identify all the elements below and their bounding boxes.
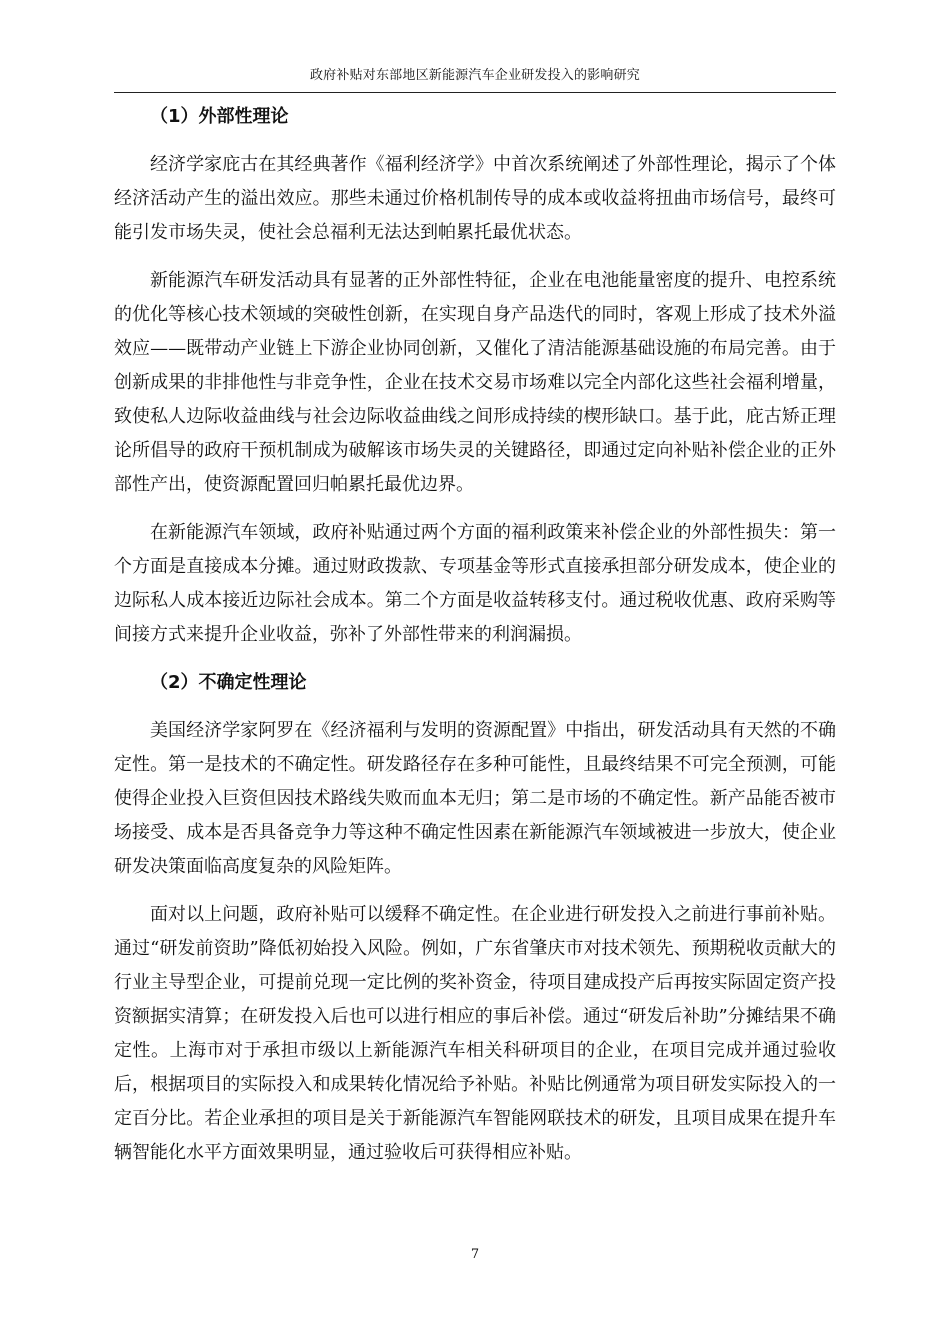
paragraph: 美国经济学家阿罗在《经济福利与发明的资源配置》中指出，研发活动具有天然的不确定性。第一是技术的不确定性。研发路径存在多种可能性，且最终结果不可完全预测，可能使得企业投入巨资但因技术路线失败而血本无归；第二是市场的不确定性。新产品能否被市场接受、成本是否具备竞争力等这种不确定性因素在新能源汽车领域被进一步放大，使企业研发决策面临高度复杂的风险矩阵。 <box>114 720 836 877</box>
section-externality <box>114 100 836 652</box>
paragraph: 面对以上问题，政府补贴可以缓释不确定性。在企业进行研发投入之前进行事前补贴。通过“研发前资助”降低初始投入风险。例如，广东省肇庆市对技术领先、预期税收贡献大的行业主导型企业，可提前兑现一定比例的奖补资金，待项目建成投产后再按实际固定资产投资额据实清算；在研发投入后也可以进行相应的事后补偿。通过“研发后补助”分摊结果不确定性。上海市对于承担市级以上新能源汽车相关科研项目的企业，在项目完成并通过验收后，根据项目的实际投入和成果转化情况给予补贴。补贴比例通常为项目研发实际投入的一定百分比。若企业承担的项目是关于新能源汽车智能网联技术的研发，且项目成果在提升车辆智能化水平方面效果明显，通过验收后可获得相应补贴。 <box>114 904 836 1163</box>
section-heading: （2）不确定性理论 <box>150 672 307 693</box>
paragraph: 新能源汽车研发活动具有显著的正外部性特征，企业在电池能量密度的提升、电控系统的优化等核心技术领域的突破性创新，在实现自身产品迭代的同时，客观上形成了技术外溢效应——既带动产业链上下游企业协同创新，又催化了清洁能源基础设施的布局完善。由于创新成果的非排他性与非竞争性，企业在技术交易市场难以完全内部化这些社会福利增量，致使私人边际收益曲线与社会边际收益曲线之间形成持续的楔形缺口。基于此，庇古矫正理论所倡导的政府干预机制成为破解该市场失灵的关键路径，即通过定向补贴补偿企业的正外部性产出，使资源配置回归帕累托最优边界。 <box>114 270 836 495</box>
header-rule <box>114 92 836 93</box>
paragraph: 在新能源汽车领域，政府补贴通过两个方面的福利政策来补偿企业的外部性损失：第一个方面是直接成本分摊。通过财政拨款、专项基金等形式直接承担部分研发成本，使企业的边际私人成本接近边际社会成本。第二个方面是收益转移支付。通过税收优惠、政府采购等间接方式来提升企业收益，弥补了外部性带来的利润漏损。 <box>114 522 836 645</box>
section-uncertainty <box>114 666 836 1170</box>
running-header: 政府补贴对东部地区新能源汽车企业研发投入的影响研究 <box>309 68 640 83</box>
page-number: 7 <box>470 1247 480 1262</box>
page-body <box>114 100 836 1184</box>
paragraph: 经济学家庇古在其经典著作《福利经济学》中首次系统阐述了外部性理论，揭示了个体经济活动产生的溢出效应。那些未通过价格机制传导的成本或收益将扭曲市场信号，最终可能引发市场失灵，使社会总福利无法达到帕累托最优状态。 <box>114 154 836 243</box>
section-heading: （1）外部性理论 <box>150 106 289 127</box>
